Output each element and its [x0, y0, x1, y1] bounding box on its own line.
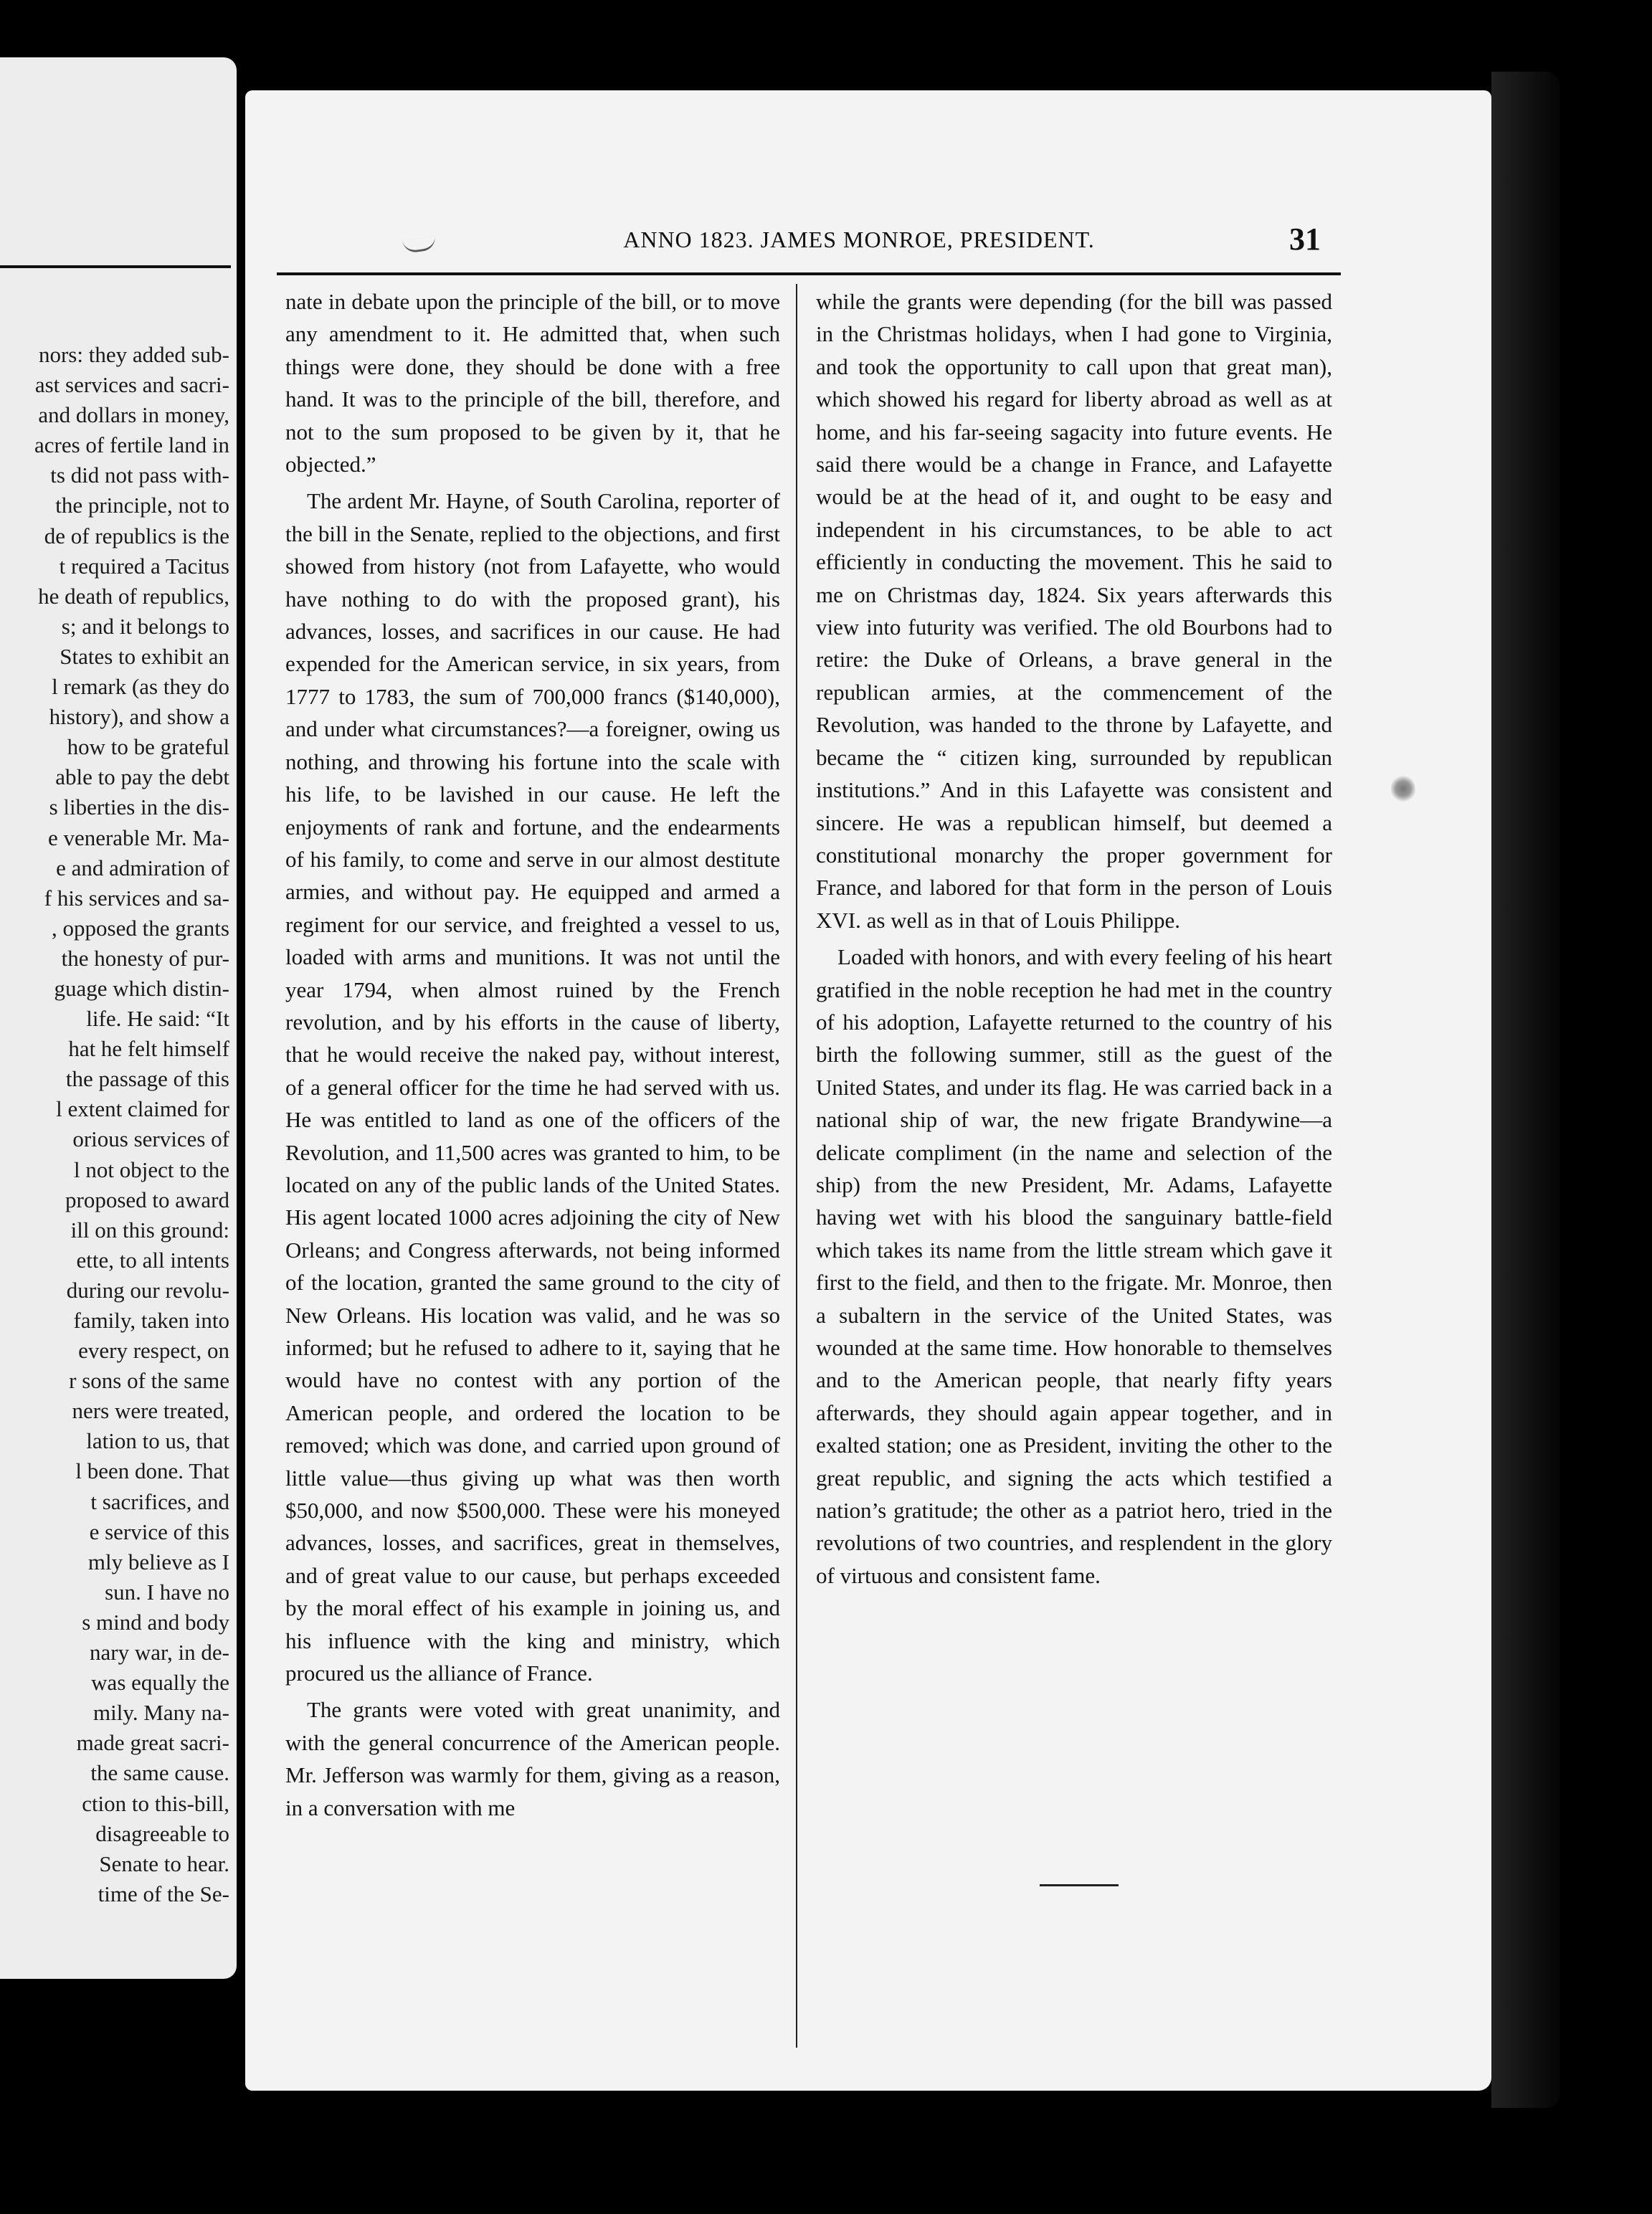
facing-page-line: ts did not pass with-	[50, 462, 229, 488]
facing-page-text	[0, 340, 229, 1909]
facing-page-line: every respect, on	[78, 1338, 229, 1364]
facing-page-line: how to be grateful	[67, 734, 229, 760]
facing-page-line: lation to us, that	[86, 1428, 229, 1454]
facing-page-line: made great sacri-	[76, 1730, 229, 1756]
facing-page-line: family, taken into	[73, 1308, 229, 1333]
paragraph: nate in debate upon the principle of the bill, or to move any amendment to it. He admitted that, when such things were done, they should be done with a free hand. It was to the principle of the bill, therefore, and not to the sum proposed to be given by it, that he objected.”	[285, 289, 780, 478]
facing-page-line: ction to this-bill,	[82, 1790, 229, 1816]
facing-page-line: r sons of the same	[69, 1368, 229, 1394]
paragraph: Loaded with honors, and with every feeling of his heart gratified in the noble reception he had met in the country of his adoption, Lafayette returned to the country of his birth the following summer, still as the guest of the United States, and under its flag. He was carried back in a national ship of war, the new frigate Brandywine—a delicate compliment (in the name and selection of the ship) from the new President, Mr. Adams, Lafayette having wet with his blood the sanguinary battle-field which takes its name from the little stream which gave it first to the field, and then to the frigate. Mr. Monroe, then a subaltern in the service of the United States, was wounded at the same time. How honorable to themselves and to the American people, that nearly fifty years afterwards, they should again appear together, and in exalted station; one as President, inviting the other to the great republic, and signing the acts which testified a nation’s gratitude; the other as a patriot hero, tried in the revolutions of two countries, and resplendent in the glory of virtuous and consistent fame.	[816, 944, 1332, 1588]
facing-page-fragment	[0, 57, 237, 1979]
paragraph: while the grants were depending (for the bill was passed in the Christmas holidays, when I had gone to Virginia, and took the opportunity to call upon that great man), which showed his regard for liberty abroad as well as at home, and his far-seeing sagacity into future events. He said there would be a change in France, and Lafayette would be at the head of it, and ought to be easy and independent in his circumstances, to be able to act efficiently in conducting the movement. This he said to me on Christmas day, 1824. Six years afterwards this view into futurity was verified. The old Bourbons had to retire: the Duke of Orleans, a brave general in the republican armies, at the commencement of the Revolution, was handed to the throne by Lafayette, and became the “ citizen king, surrounded by republican institutions.” And in this Lafayette was consistent and sincere. He was a republican himself, but deemed a constitutional monarchy the proper government for France, and labored for that form in the person of Louis XVI. as well as in that of Louis Philippe.	[816, 289, 1332, 933]
paragraph: The grants were voted with great unanimity, and with the general concurrence of the American people. Mr. Jefferson was warmly for them, giving as a reason, in a conversation with me	[285, 1697, 780, 1820]
facing-page-line: time of the Se-	[98, 1881, 229, 1906]
book-page-edge	[1491, 72, 1560, 2108]
facing-page-line: l not object to the	[74, 1156, 229, 1182]
facing-page-line: ill on this ground:	[70, 1217, 229, 1243]
facing-page-line: l remark (as they do	[52, 674, 229, 700]
facing-page-line: the principle, not to	[55, 493, 229, 518]
facing-page-line: disagreeable to	[95, 1820, 229, 1846]
column-divider	[796, 284, 797, 2048]
facing-page-line: de of republics is the	[44, 523, 229, 548]
facing-page-line: the honesty of pur-	[61, 945, 229, 971]
facing-page-line: was equally the	[91, 1670, 229, 1696]
facing-page-line: nors: they added sub-	[38, 342, 229, 367]
facing-page-line: e and admiration of	[56, 855, 229, 880]
facing-page-line: , opposed the grants	[52, 915, 229, 941]
facing-page-line: mily. Many na-	[93, 1700, 229, 1726]
facing-page-line: t sacrifices, and	[90, 1488, 229, 1514]
facing-page-line: mly believe as I	[87, 1549, 229, 1574]
facing-page-line: s mind and body	[82, 1609, 229, 1635]
facing-page-line: ners were treated,	[72, 1398, 229, 1424]
facing-page-line: able to pay the debt	[55, 764, 229, 790]
facing-page-line: life. He said: “It	[86, 1006, 229, 1032]
paper-blemish	[1391, 774, 1415, 803]
facing-page-line: s liberties in the dis-	[49, 794, 229, 820]
facing-page-line: orious services of	[72, 1126, 229, 1152]
facing-page-line: acres of fertile land in	[34, 432, 229, 458]
facing-page-line: history), and show a	[49, 704, 229, 730]
paragraph: The ardent Mr. Hayne, of South Carolina, reporter of the bill in the Senate, replied to the objections, and first showed from history (not from Lafayette, who would have nothing to do with the proposed grant), his advances, losses, and sacrifices in our cause. He had expended for the American service, in six years, from 1777 to 1783, the sum of 700,000 francs ($140,000), and under what circumstances?—a foreigner, owing us nothing, and throwing his fortune into the scale with his life, to be lavished in our cause. He left the enjoyments of rank and fortune, and the endearments of his family, to come and serve in our almost destitute armies, and without pay. He equipped and armed a regiment for our service, and freighted a vessel to us, loaded with arms and munitions. It was not until the year 1794, when almost ruined by the French revolution, and by his efforts in the cause of liberty, that he would receive the naked pay, without interest, of a general officer for the time he had served with us. He was entitled to land as one of the officers of the Revolution, and 11,500 acres was granted to him, to be located on any of the public lands of the United States. His agent located 1000 acres adjoining the city of New Orleans; and Congress afterwards, not being informed of the location, granted the same ground to the city of New Orleans. His location was valid, and he was so informed; but he refused to adhere to it, saying that he would have no contest with any portion of the American people, and ordered the location to be removed; which was done, and carried upon ground of little value—thus giving up what was then worth $50,000, and now $500,000. These were his moneyed advances, losses, and sacrifices, great in themselves, and of great value to our cause, but perhaps exceeded by the moral effect of his example in joining us, and his influence with the king and ministry, which procured us the alliance of France.	[285, 488, 780, 1686]
facing-page-line: ast services and sacri-	[34, 372, 229, 398]
facing-page-line: Senate to hear.	[99, 1850, 229, 1876]
facing-page-line: he death of republics,	[38, 583, 229, 609]
book-page	[245, 90, 1491, 2091]
facing-page-line: the passage of this	[65, 1066, 229, 1092]
facing-page-line: ette, to all intents	[76, 1247, 229, 1273]
facing-page-line: e venerable Mr. Ma-	[47, 825, 229, 850]
facing-page-line: hat he felt himself	[68, 1036, 229, 1062]
facing-page-line: l been done. That	[75, 1458, 229, 1484]
facing-page-line: e service of this	[89, 1519, 229, 1544]
running-header	[245, 222, 1491, 270]
page-number: 31	[1289, 222, 1321, 257]
facing-page-line: guage which distin-	[54, 975, 229, 1001]
facing-page-line: the same cause.	[90, 1760, 229, 1786]
facing-page-line: States to exhibit an	[60, 643, 229, 669]
facing-page-line: t required a Tacitus	[59, 553, 229, 579]
facing-page-header-rule	[0, 265, 231, 268]
facing-page-line: f his services and sa-	[44, 885, 229, 911]
facing-page-line: and dollars in money,	[38, 402, 229, 428]
header-rule	[277, 272, 1341, 275]
facing-page-line: proposed to award	[65, 1187, 229, 1212]
facing-page-line: sun. I have no	[105, 1579, 229, 1605]
facing-page-line: nary war, in de-	[89, 1640, 229, 1666]
text-column-left	[285, 285, 780, 1824]
text-column-right	[816, 285, 1332, 1592]
facing-page-line: during our revolu-	[66, 1277, 229, 1303]
running-title: ANNO 1823. JAMES MONROE, PRESIDENT.	[623, 227, 1095, 252]
facing-page-line: s; and it belongs to	[61, 613, 229, 639]
section-end-rule	[1040, 1884, 1119, 1886]
facing-page-line: l extent claimed for	[56, 1096, 229, 1122]
